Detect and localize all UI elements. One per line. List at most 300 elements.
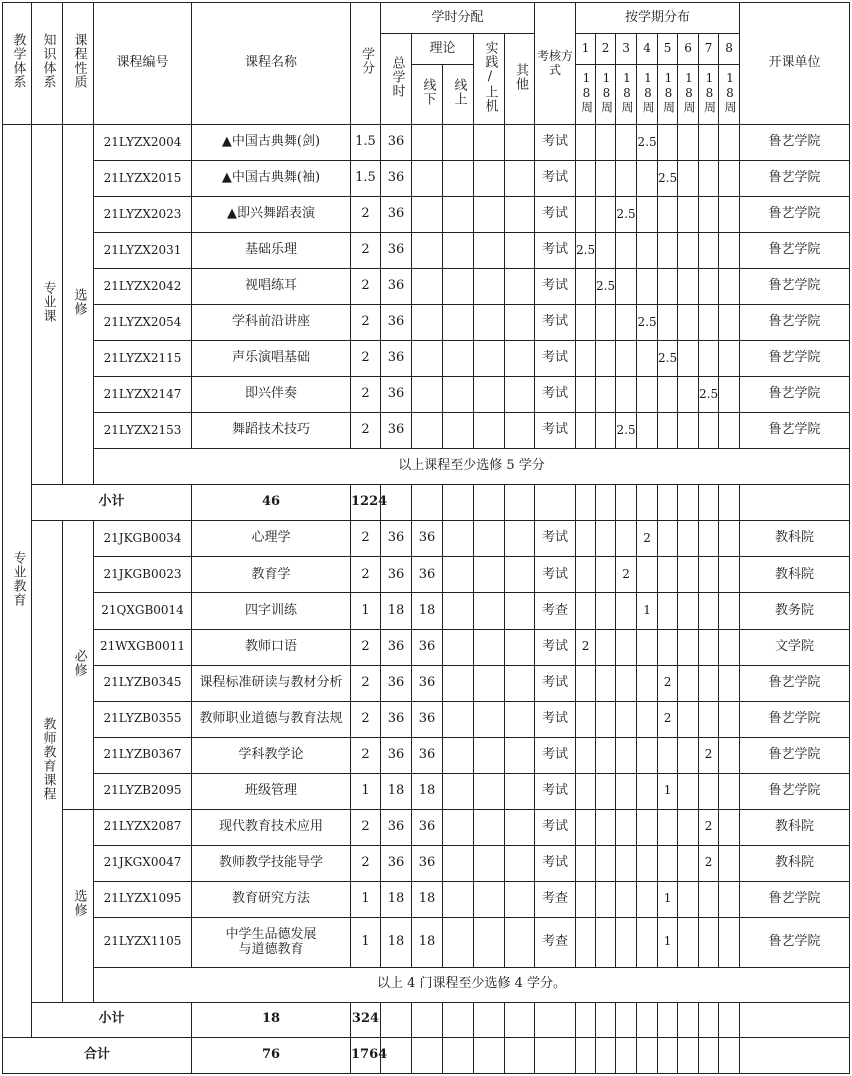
course-exam: 考试	[535, 809, 576, 845]
course-other-hours	[505, 161, 535, 197]
course-semester-6	[678, 377, 699, 413]
course-offline-hours	[412, 305, 443, 341]
course-semester-1	[576, 377, 596, 413]
course-semester-3	[616, 629, 637, 665]
course-total-hours: 36	[381, 809, 412, 845]
course-semester-3: 2.5	[616, 197, 637, 233]
course-exam: 考试	[535, 161, 576, 197]
course-offline-hours: 36	[412, 845, 443, 881]
course-offline-hours	[412, 269, 443, 305]
header-offline-text: 线下	[420, 78, 436, 107]
course-semester-2: 2.5	[596, 269, 616, 305]
course-total-hours: 36	[381, 125, 412, 161]
course-offline-hours	[412, 377, 443, 413]
course-credits: 2	[351, 197, 381, 233]
course-semester-3	[616, 521, 637, 557]
group-edu-system	[3, 125, 32, 1038]
course-semester-7	[699, 665, 719, 701]
section2-note: 以上 4 门课程至少选修 4 学分。	[94, 967, 850, 1002]
header-practice	[474, 34, 505, 125]
course-semester-6	[678, 341, 699, 377]
course-semester-3	[616, 125, 637, 161]
course-online-hours	[443, 341, 474, 377]
course-semester-2	[596, 305, 616, 341]
course-dept: 鲁艺学院	[740, 125, 850, 161]
course-name: 课程标准研读与教材分析	[192, 665, 351, 701]
course-code: 21LYZX2004	[94, 125, 192, 161]
course-offline-hours: 36	[412, 557, 443, 593]
course-semester-2	[596, 701, 616, 737]
header-semester-1: 1	[576, 34, 596, 65]
course-total-hours: 36	[381, 665, 412, 701]
header-weeks-7	[699, 65, 719, 125]
course-semester-1	[576, 305, 596, 341]
course-dept: 文学院	[740, 629, 850, 665]
course-total-hours: 36	[381, 305, 412, 341]
course-semester-5	[658, 593, 678, 629]
course-semester-4	[637, 413, 658, 449]
course-name: 学科前沿讲座	[192, 305, 351, 341]
course-semester-3	[616, 161, 637, 197]
course-name-line: 中学生品德发展	[225, 926, 317, 942]
course-semester-1	[576, 161, 596, 197]
course-name: 心理学	[192, 521, 351, 557]
course-semester-2	[596, 521, 616, 557]
course-semester-8	[719, 413, 740, 449]
course-semester-6	[678, 917, 699, 967]
empty-cell	[381, 1002, 412, 1037]
course-practice-hours	[474, 809, 505, 845]
course-offline-hours: 36	[412, 701, 443, 737]
course-semester-8	[719, 845, 740, 881]
course-dept: 鲁艺学院	[740, 701, 850, 737]
table-row	[3, 629, 850, 665]
course-online-hours	[443, 233, 474, 269]
course-name: ▲即兴舞蹈表演	[192, 197, 351, 233]
course-name-line: 与道德教育	[238, 942, 304, 958]
course-exam: 考试	[535, 125, 576, 161]
course-practice-hours	[474, 737, 505, 773]
section1-subtotal-total: 1224	[351, 485, 381, 521]
header-semester-6: 6	[678, 34, 699, 65]
course-exam: 考查	[535, 593, 576, 629]
course-practice-hours	[474, 917, 505, 967]
course-dept: 鲁艺学院	[740, 197, 850, 233]
course-dept: 教科院	[740, 557, 850, 593]
course-practice-hours	[474, 305, 505, 341]
course-credits: 2	[351, 377, 381, 413]
course-dept: 教科院	[740, 521, 850, 557]
course-semester-5	[658, 233, 678, 269]
course-dept: 鲁艺学院	[740, 233, 850, 269]
course-credits: 1	[351, 881, 381, 917]
header-semester-8: 8	[719, 34, 740, 65]
empty-cell	[505, 1037, 535, 1073]
course-semester-4: 2	[637, 521, 658, 557]
empty-cell	[678, 1037, 699, 1073]
course-semester-7	[699, 161, 719, 197]
course-semester-7	[699, 917, 719, 967]
course-online-hours	[443, 197, 474, 233]
course-total-hours: 36	[381, 341, 412, 377]
group-edu-system-text: 专业教育	[10, 550, 26, 607]
course-name: 声乐演唱基础	[192, 341, 351, 377]
empty-cell	[412, 1002, 443, 1037]
course-other-hours	[505, 845, 535, 881]
course-semester-4: 2.5	[637, 305, 658, 341]
course-online-hours	[443, 377, 474, 413]
course-dept: 鲁艺学院	[740, 773, 850, 809]
course-semester-7	[699, 269, 719, 305]
course-semester-7: 2.5	[699, 377, 719, 413]
course-semester-4	[637, 377, 658, 413]
course-practice-hours	[474, 413, 505, 449]
course-other-hours	[505, 773, 535, 809]
course-semester-7	[699, 521, 719, 557]
course-semester-7: 2	[699, 845, 719, 881]
course-dept: 鲁艺学院	[740, 161, 850, 197]
grand-total-credits: 76	[192, 1037, 351, 1073]
course-semester-8	[719, 557, 740, 593]
course-dept: 鲁艺学院	[740, 881, 850, 917]
header-theory: 理论	[412, 34, 474, 65]
empty-cell	[699, 1002, 719, 1037]
course-semester-3	[616, 593, 637, 629]
course-other-hours	[505, 521, 535, 557]
course-dept: 鲁艺学院	[740, 341, 850, 377]
course-semester-6	[678, 809, 699, 845]
table-row	[3, 269, 850, 305]
course-code: 21LYZX2153	[94, 413, 192, 449]
course-semester-8	[719, 197, 740, 233]
course-semester-4	[637, 845, 658, 881]
course-exam: 考试	[535, 233, 576, 269]
header-code: 课程编号	[94, 3, 192, 125]
weeks-label: 18周	[599, 71, 614, 115]
course-semester-8	[719, 341, 740, 377]
course-total-hours: 36	[381, 845, 412, 881]
course-semester-2	[596, 881, 616, 917]
empty-cell	[535, 485, 576, 521]
course-offline-hours	[412, 233, 443, 269]
course-online-hours	[443, 629, 474, 665]
empty-cell	[637, 485, 658, 521]
course-total-hours: 18	[381, 593, 412, 629]
course-online-hours	[443, 305, 474, 341]
course-credits: 2	[351, 737, 381, 773]
table-row	[3, 737, 850, 773]
course-semester-7	[699, 125, 719, 161]
course-exam: 考试	[535, 845, 576, 881]
course-exam: 考试	[535, 341, 576, 377]
course-credits: 2	[351, 269, 381, 305]
course-total-hours: 18	[381, 917, 412, 967]
group-professional-course-text: 专业课	[40, 281, 56, 324]
course-semester-5	[658, 269, 678, 305]
course-code: 21JKGB0034	[94, 521, 192, 557]
course-semester-3: 2	[616, 557, 637, 593]
course-online-hours	[443, 845, 474, 881]
course-credits: 1	[351, 917, 381, 967]
course-semester-4	[637, 737, 658, 773]
empty-cell	[443, 1037, 474, 1073]
group-elective-1-text: 选修	[71, 288, 87, 317]
weeks-label: 18周	[702, 71, 717, 115]
course-semester-2	[596, 665, 616, 701]
course-dept: 鲁艺学院	[740, 665, 850, 701]
weeks-label: 18周	[579, 71, 594, 115]
course-dept: 教务院	[740, 593, 850, 629]
course-semester-3: 2.5	[616, 413, 637, 449]
course-semester-8	[719, 809, 740, 845]
group-required	[63, 521, 94, 809]
empty-cell	[699, 1037, 719, 1073]
course-exam: 考试	[535, 269, 576, 305]
course-semester-7	[699, 629, 719, 665]
course-semester-1	[576, 557, 596, 593]
course-semester-8	[719, 737, 740, 773]
course-total-hours: 36	[381, 233, 412, 269]
empty-cell	[678, 1002, 699, 1037]
course-semester-4	[637, 341, 658, 377]
header-weeks-2	[596, 65, 616, 125]
group-teacher-course	[32, 521, 63, 1002]
course-other-hours	[505, 737, 535, 773]
course-exam: 考试	[535, 557, 576, 593]
header-nature-text: 课程性质	[71, 33, 87, 90]
course-practice-hours	[474, 233, 505, 269]
course-semester-5: 1	[658, 917, 678, 967]
group-professional-course	[32, 125, 63, 485]
course-semester-6	[678, 629, 699, 665]
course-semester-8	[719, 593, 740, 629]
table-row	[3, 845, 850, 881]
course-practice-hours	[474, 773, 505, 809]
course-semester-5	[658, 197, 678, 233]
course-other-hours	[505, 917, 535, 967]
course-credits: 2	[351, 413, 381, 449]
course-other-hours	[505, 197, 535, 233]
course-semester-2	[596, 413, 616, 449]
course-semester-1	[576, 197, 596, 233]
header-dept: 开课单位	[740, 3, 850, 125]
course-semester-6	[678, 845, 699, 881]
course-semester-2	[596, 773, 616, 809]
course-code: 21WXGB0011	[94, 629, 192, 665]
empty-cell	[719, 485, 740, 521]
header-semester-5: 5	[658, 34, 678, 65]
empty-cell	[637, 1037, 658, 1073]
course-total-hours: 36	[381, 557, 412, 593]
course-semester-3	[616, 305, 637, 341]
course-exam: 考试	[535, 773, 576, 809]
course-semester-5	[658, 125, 678, 161]
course-practice-hours	[474, 557, 505, 593]
course-semester-1: 2.5	[576, 233, 596, 269]
header-exam: 考核方式	[535, 3, 576, 125]
course-semester-2	[596, 629, 616, 665]
course-semester-5	[658, 413, 678, 449]
course-other-hours	[505, 269, 535, 305]
course-semester-6	[678, 521, 699, 557]
course-semester-1: 2	[576, 629, 596, 665]
table-row	[3, 3, 850, 34]
course-semester-7	[699, 233, 719, 269]
course-name: 现代教育技术应用	[192, 809, 351, 845]
course-exam: 考试	[535, 737, 576, 773]
table-row	[3, 1002, 850, 1037]
empty-cell	[596, 1037, 616, 1073]
course-semester-1	[576, 773, 596, 809]
course-offline-hours: 36	[412, 629, 443, 665]
course-semester-5	[658, 377, 678, 413]
course-semester-8	[719, 521, 740, 557]
course-code: 21LYZX2031	[94, 233, 192, 269]
course-online-hours	[443, 917, 474, 967]
course-semester-6	[678, 593, 699, 629]
course-semester-8	[719, 629, 740, 665]
course-semester-6	[678, 557, 699, 593]
course-code: 21QXGB0014	[94, 593, 192, 629]
course-semester-5	[658, 557, 678, 593]
course-code: 21LYZX2087	[94, 809, 192, 845]
header-name: 课程名称	[192, 3, 351, 125]
course-practice-hours	[474, 701, 505, 737]
table-row	[3, 161, 850, 197]
course-semester-4	[637, 665, 658, 701]
group-elective-2	[63, 809, 94, 1002]
course-code: 21LYZX2023	[94, 197, 192, 233]
empty-cell	[412, 485, 443, 521]
course-semester-3	[616, 809, 637, 845]
course-dept: 鲁艺学院	[740, 305, 850, 341]
course-credits: 2	[351, 233, 381, 269]
weeks-label: 18周	[681, 71, 696, 115]
empty-cell	[576, 485, 596, 521]
course-semester-1	[576, 809, 596, 845]
course-semester-3	[616, 773, 637, 809]
empty-cell	[616, 1037, 637, 1073]
course-code: 21LYZX2015	[94, 161, 192, 197]
section1-subtotal-label: 小计	[32, 485, 192, 521]
course-semester-5	[658, 845, 678, 881]
course-credits: 1	[351, 773, 381, 809]
course-name	[192, 917, 351, 967]
course-semester-1	[576, 737, 596, 773]
empty-cell	[505, 485, 535, 521]
course-semester-6	[678, 305, 699, 341]
course-semester-4	[637, 809, 658, 845]
course-other-hours	[505, 341, 535, 377]
course-exam: 考试	[535, 665, 576, 701]
header-weeks-1	[576, 65, 596, 125]
table-row	[3, 1037, 850, 1073]
course-code: 21LYZB2095	[94, 773, 192, 809]
header-system	[3, 3, 32, 125]
section2-subtotal-credits: 18	[192, 1002, 351, 1037]
empty-cell	[740, 485, 850, 521]
header-credits-text: 学分	[358, 47, 374, 76]
course-practice-hours	[474, 161, 505, 197]
header-knowledge	[32, 3, 63, 125]
table-row	[3, 521, 850, 557]
course-total-hours: 36	[381, 269, 412, 305]
course-semester-2	[596, 125, 616, 161]
course-code: 21LYZX2115	[94, 341, 192, 377]
course-semester-2	[596, 593, 616, 629]
course-credits: 1	[351, 593, 381, 629]
course-name: 班级管理	[192, 773, 351, 809]
course-name: 教育研究方法	[192, 881, 351, 917]
course-semester-8	[719, 161, 740, 197]
group-elective-2-text: 选修	[71, 889, 87, 918]
header-online-text: 线上	[451, 78, 467, 107]
course-code: 21LYZB0367	[94, 737, 192, 773]
empty-cell	[719, 1037, 740, 1073]
course-total-hours: 36	[381, 629, 412, 665]
header-practice-text: 实践/上机	[482, 40, 498, 113]
course-semester-4	[637, 161, 658, 197]
course-semester-1	[576, 521, 596, 557]
course-practice-hours	[474, 593, 505, 629]
course-semester-5	[658, 809, 678, 845]
course-code: 21LYZX2042	[94, 269, 192, 305]
course-semester-2	[596, 197, 616, 233]
course-practice-hours	[474, 341, 505, 377]
empty-cell	[616, 1002, 637, 1037]
empty-cell	[474, 485, 505, 521]
course-semester-1	[576, 413, 596, 449]
course-semester-3	[616, 233, 637, 269]
course-total-hours: 18	[381, 773, 412, 809]
empty-cell	[535, 1002, 576, 1037]
empty-cell	[740, 1002, 850, 1037]
course-online-hours	[443, 881, 474, 917]
weeks-label: 18周	[661, 71, 676, 115]
course-semester-6	[678, 773, 699, 809]
course-semester-4	[637, 773, 658, 809]
course-practice-hours	[474, 377, 505, 413]
course-semester-1	[576, 269, 596, 305]
course-name: 学科教学论	[192, 737, 351, 773]
course-semester-5	[658, 521, 678, 557]
course-credits: 2	[351, 341, 381, 377]
course-semester-8	[719, 125, 740, 161]
course-semester-8	[719, 233, 740, 269]
course-name: 教师口语	[192, 629, 351, 665]
table-row	[3, 967, 850, 1002]
course-code: 21LYZB0345	[94, 665, 192, 701]
course-other-hours	[505, 593, 535, 629]
header-total-hours	[381, 34, 412, 125]
course-semester-8	[719, 881, 740, 917]
course-other-hours	[505, 413, 535, 449]
course-other-hours	[505, 557, 535, 593]
course-online-hours	[443, 773, 474, 809]
table-row	[3, 665, 850, 701]
course-credits: 2	[351, 521, 381, 557]
header-weeks-6	[678, 65, 699, 125]
course-code: 21JKGX0047	[94, 845, 192, 881]
course-semester-8	[719, 917, 740, 967]
course-semester-2	[596, 845, 616, 881]
course-semester-4	[637, 881, 658, 917]
course-semester-6	[678, 161, 699, 197]
course-online-hours	[443, 737, 474, 773]
course-credits: 2	[351, 701, 381, 737]
course-credits: 2	[351, 845, 381, 881]
course-code: 21LYZB0355	[94, 701, 192, 737]
